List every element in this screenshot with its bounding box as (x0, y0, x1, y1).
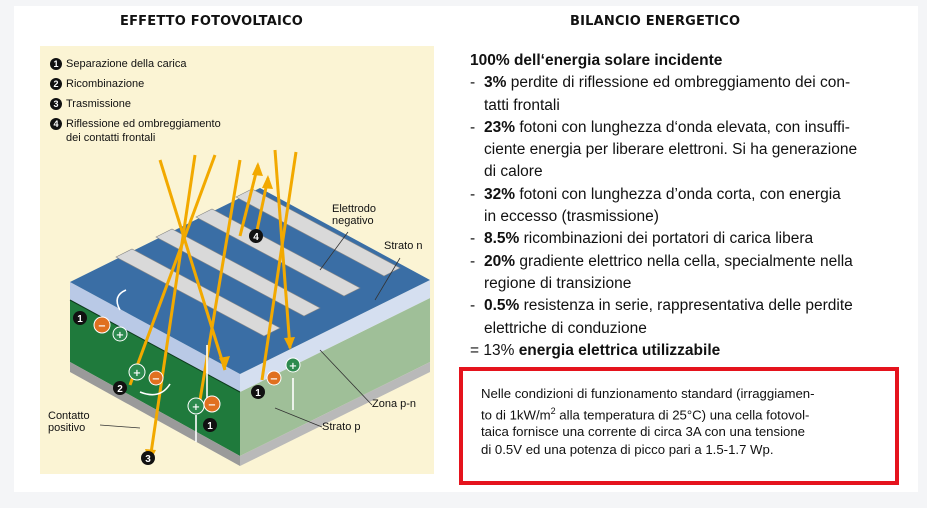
energy-item: - 0.5% resistenza in serie, rappresentativa delle perdite (470, 297, 853, 315)
energy-item-cont (470, 273, 915, 295)
energy-item-text: regione di transizione (484, 274, 632, 292)
energy-result-prefix: = 13% (470, 341, 519, 359)
note-line: di 0.5V ed una potenza di picco pari a 1.5-1.7 Wp. (481, 441, 774, 457)
note-superscript: 2 (550, 405, 556, 416)
energy-item-text: elettriche di conduzione (484, 319, 647, 337)
legend-number: 4 (50, 118, 62, 130)
note-line: taica fornisce una corrente di circa 3A con una tensione (481, 424, 806, 440)
label-pn-zone: Zona p-n (372, 398, 417, 410)
energy-item: - 32% fotoni con lunghezza d’onda corta, con energia (470, 185, 841, 203)
energy-result-text: energia elettrica utilizzabile (518, 341, 721, 359)
note-text (481, 385, 885, 458)
energy-item-text: resistenza in serie, rappresentativa delle perdite (519, 297, 853, 315)
leader-line (100, 425, 140, 428)
energy-item-cont (470, 318, 915, 340)
energy-header-text: 100% dell‘energia solare incidente (470, 52, 723, 69)
energy-item-cont (470, 95, 915, 117)
plus-sign: + (132, 368, 142, 379)
energy-item: - 3% perdite di riflessione ed ombreggiamento dei con- (470, 74, 851, 92)
standard-conditions-note (459, 367, 899, 485)
label-n-layer: Strato n (384, 240, 423, 252)
note-line: Nelle condizioni di funzionamento standard (irraggiamen- (481, 386, 815, 401)
energy-item-text: ricombinazioni dei portatori di carica libera (519, 230, 814, 248)
energy-item-cont (470, 161, 915, 183)
legend-label: Trasmissione (66, 98, 131, 110)
note-line-part: alla temperatura di 25°C) una cella fotovol- (555, 406, 810, 422)
energy-item-percent: 23% (484, 118, 516, 136)
energy-item-percent: 0.5% (484, 297, 520, 315)
energy-item-percent: 20% (484, 252, 516, 270)
minus-sign: − (269, 374, 279, 385)
marker-2-label: 2 (117, 384, 123, 395)
energy-item-cont (470, 206, 915, 228)
energy-result (470, 340, 915, 362)
legend-label: Riflessione ed ombreggiamento dei contatti frontali (66, 118, 221, 144)
energy-item-text: fotoni con lunghezza d’onda corta, con energia (515, 185, 841, 203)
energy-item-text: fotoni con lunghezza d‘onda elevata, con insuffi- (515, 118, 850, 136)
energy-item-text: ciente energia per liberare elettroni. Si ha generazione (484, 141, 858, 159)
energy-item-text: di calore (484, 163, 543, 181)
energy-item-percent: 3% (484, 74, 507, 92)
title-energy-balance: BILANCIO ENERGETICO (570, 14, 741, 29)
plus-sign: + (115, 330, 125, 341)
energy-header (470, 50, 915, 72)
legend-number: 2 (50, 78, 62, 90)
marker-1-label: 1 (207, 421, 213, 432)
minus-sign: − (97, 321, 107, 332)
label-negative-electrode-text: Elettrodo negativo (332, 203, 377, 227)
label-positive-contact-text: Contatto positivo (48, 410, 90, 434)
legend-label: Ricombinazione (66, 78, 145, 90)
label-positive-contact (48, 410, 90, 434)
note-line-part: to di 1kW/m (481, 406, 551, 422)
legend-number: 3 (50, 98, 62, 110)
energy-item-percent: 32% (484, 185, 516, 203)
label-p-layer: Strato p (322, 421, 361, 433)
note-line (481, 403, 885, 424)
energy-item-cont (470, 139, 915, 161)
energy-item: - 8.5% ricombinazioni dei portatori di carica libera (470, 230, 814, 248)
energy-item-percent: 8.5% (484, 230, 520, 248)
minus-sign: − (207, 400, 217, 411)
plus-sign: + (191, 402, 201, 413)
energy-item: - 23% fotoni con lunghezza d‘onda elevata, con insuffi- (470, 118, 850, 136)
energy-item-text: in eccesso (trasmissione) (484, 208, 659, 226)
energy-item-text: perdite di riflessione ed ombreggiamento dei con- (506, 74, 851, 92)
energy-item-text: tatti frontali (484, 96, 560, 114)
energy-item: - 20% gradiente elettrico nella cella, specialmente nella (470, 252, 853, 270)
label-negative-electrode (332, 203, 376, 227)
plus-sign: + (288, 361, 298, 372)
energy-item-text: gradiente elettrico nella cella, specialmente nella (515, 252, 853, 270)
legend-number: 1 (50, 58, 62, 70)
legend-label: Separazione della carica (66, 58, 187, 70)
title-photovoltaic-effect: EFFETTO FOTOVOLTAICO (120, 14, 303, 29)
marker-4-label: 4 (253, 232, 259, 243)
marker-1-label: 1 (77, 314, 83, 325)
marker-1-label: 1 (255, 388, 261, 399)
minus-sign: − (151, 374, 161, 385)
marker-3-label: 3 (145, 454, 151, 465)
energy-balance-list (470, 50, 915, 362)
ray-arrowhead (262, 175, 273, 189)
ray-arrowhead (252, 162, 263, 176)
